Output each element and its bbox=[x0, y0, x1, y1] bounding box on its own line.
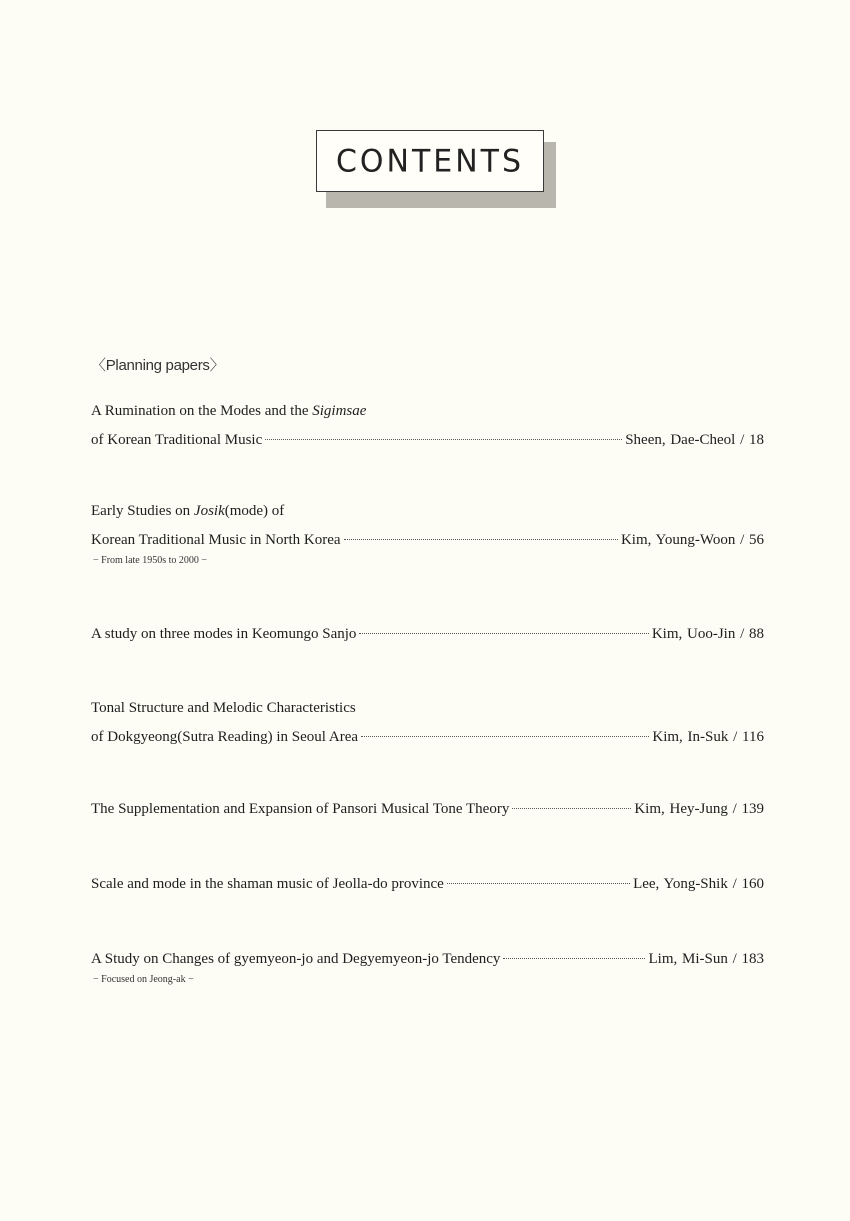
leader-dots bbox=[512, 808, 631, 809]
entry-author-page: Kim, In-Suk / 116 bbox=[652, 729, 764, 745]
entry-title-line-2: Korean Traditional Music in North Korea Kim, Young-Woon / 56 bbox=[91, 526, 764, 555]
entry-title-line-1: A Study on Changes of gyemyeon-jo and Degyemyeon-jo Tendency Lim, Mi-Sun / 183 bbox=[91, 945, 764, 974]
toc-entry[interactable] bbox=[91, 694, 764, 752]
leader-dots bbox=[265, 439, 622, 440]
leader-dots bbox=[361, 736, 649, 737]
entry-author-page: Lee, Yong-Shik / 160 bbox=[633, 876, 764, 892]
entry-title-line-2: of Korean Traditional Music Sheen, Dae-Cheol / 18 bbox=[91, 426, 764, 455]
toc-entry[interactable] bbox=[91, 945, 764, 986]
entry-title-line-1: A Rumination on the Modes and the Sigimsae bbox=[91, 403, 367, 419]
leader-dots bbox=[359, 633, 648, 634]
entry-title-line-2: of Dokgyeong(Sutra Reading) in Seoul Area Kim, In-Suk / 116 bbox=[91, 723, 764, 752]
leader-dots bbox=[344, 539, 618, 540]
leader-dots bbox=[447, 883, 630, 884]
title-frame bbox=[316, 130, 544, 192]
entry-title-line-1: Early Studies on Josik(mode) of bbox=[91, 503, 285, 519]
entry-author-page: Kim, Young-Woon / 56 bbox=[620, 532, 764, 548]
entry-author-page: Lim, Mi-Sun / 183 bbox=[648, 951, 764, 967]
contents-title-box bbox=[316, 130, 556, 210]
entry-title-line-1: A study on three modes in Keomungo Sanjo Kim, Uoo-Jin / 88 bbox=[91, 620, 764, 649]
toc-entry[interactable] bbox=[91, 397, 764, 455]
entry-title-line-1: Tonal Structure and Melodic Characteristics bbox=[91, 700, 356, 716]
toc-entry[interactable] bbox=[91, 620, 764, 649]
entry-title-line-1: The Supplementation and Expansion of Pansori Musical Tone Theory Kim, Hey-Jung / 139 bbox=[91, 795, 764, 824]
page-title: CONTENTS bbox=[335, 142, 525, 180]
toc-entry[interactable] bbox=[91, 497, 764, 567]
toc-entry[interactable] bbox=[91, 795, 764, 824]
entry-author-page: Kim, Hey-Jung / 139 bbox=[634, 801, 764, 817]
entry-author-page: Kim, Uoo-Jin / 88 bbox=[651, 626, 764, 642]
section-label: 〈Planning papers〉 bbox=[91, 357, 225, 374]
entry-title-line-1: Scale and mode in the shaman music of Jeolla-do province Lee, Yong-Shik / 160 bbox=[91, 870, 764, 899]
entry-subtitle: − From late 1950s to 2000 − bbox=[93, 555, 208, 566]
toc-entry[interactable] bbox=[91, 870, 764, 899]
entry-subtitle: − Focused on Jeong-ak − bbox=[93, 974, 194, 985]
leader-dots bbox=[503, 958, 645, 959]
entry-author-page: Sheen, Dae-Cheol / 18 bbox=[625, 432, 764, 448]
